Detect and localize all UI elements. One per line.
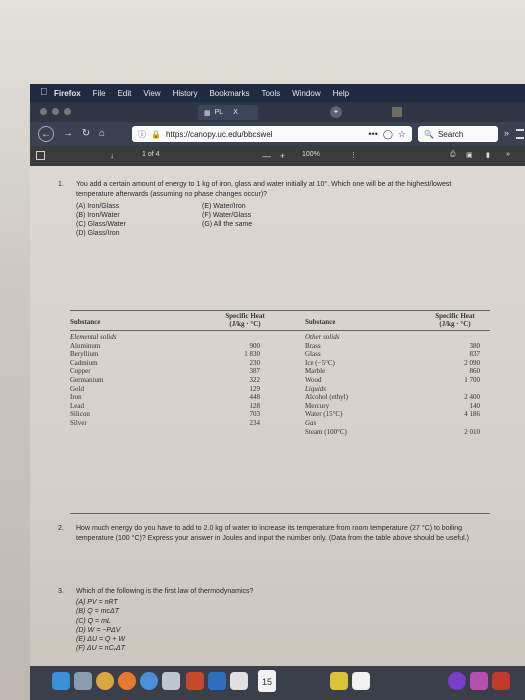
tab-title: PL	[214, 109, 224, 116]
bookmark-star-icon[interactable]: ☆	[397, 128, 406, 139]
tab-close-icon[interactable]: X	[233, 109, 238, 116]
section-gas: Gas	[305, 418, 317, 427]
calendar-icon[interactable]: 15	[258, 670, 276, 692]
specific-heat-value: 1 830	[244, 350, 260, 359]
option-c: (C) Glass/Water	[76, 221, 126, 228]
option-f: (F) Water/Glass	[202, 212, 252, 219]
substance-name: Silicon	[70, 410, 90, 419]
dock	[30, 666, 525, 700]
menu-file[interactable]: File	[92, 88, 106, 98]
specific-heat-value: 387	[249, 367, 260, 376]
question-3-number: 3.	[58, 588, 64, 595]
window-controls	[40, 108, 71, 115]
substance-name: Mercury	[305, 401, 330, 410]
screen	[30, 84, 525, 700]
question-2-number: 2.	[58, 525, 64, 532]
question-3-options	[76, 598, 125, 654]
notes-icon[interactable]	[330, 672, 348, 690]
url-text[interactable]: https://canopy.uc.edu/bbcswel	[165, 129, 273, 139]
menu-edit[interactable]: Edit	[117, 88, 132, 98]
contacts-icon[interactable]	[230, 672, 248, 690]
firefox-icon[interactable]	[118, 672, 136, 690]
substance-name: Marble	[305, 367, 326, 376]
left-header-heat: Specific Heat	[225, 312, 265, 320]
substance-name: Cadmium	[70, 358, 98, 367]
safari-icon[interactable]	[140, 672, 158, 690]
substance-name: Copper	[70, 367, 91, 376]
option-d: (D) Glass/Iron	[76, 230, 120, 237]
specific-heat-value: 1 700	[464, 375, 480, 384]
specific-heat-value: 2 090	[464, 358, 480, 367]
specific-heat-value: 448	[249, 393, 260, 402]
finder-icon[interactable]	[52, 672, 70, 690]
specific-heat-value: 2 400	[464, 393, 480, 402]
zoom-in-button[interactable]: +	[280, 151, 286, 161]
question-1-options-left	[76, 202, 126, 238]
outlook-icon[interactable]	[208, 672, 226, 690]
print-icon[interactable]: ⎙	[450, 151, 456, 158]
substance-name: Aluminum	[70, 341, 101, 350]
right-header-heat: Specific Heat	[435, 312, 475, 320]
substance-name: Glass	[305, 350, 321, 359]
menu-tools[interactable]: Tools	[261, 88, 281, 98]
specific-heat-value: 129	[249, 384, 260, 393]
option-a: (A) Iron/Glass	[76, 203, 120, 210]
specific-heat-value: 2 010	[464, 427, 480, 436]
nav-bar	[30, 122, 525, 146]
specific-heat-value: 234	[249, 418, 260, 427]
specific-heat-value: 4 186	[464, 410, 480, 419]
substance-name: Beryllium	[70, 350, 99, 359]
right-header-unit: (J/kg · °C)	[439, 320, 471, 328]
page-actions-icon[interactable]: •••	[368, 129, 378, 139]
lock-icon: 🔒	[151, 129, 161, 139]
tab-active[interactable]	[198, 105, 258, 120]
specific-heat-value: 128	[249, 401, 260, 410]
home-icon[interactable]: ⌂	[98, 128, 106, 139]
substance-name: Alcohol (ethyl)	[305, 393, 348, 402]
next-page-icon[interactable]: ↓	[110, 151, 114, 160]
left-value-column	[220, 333, 260, 428]
question-1	[58, 180, 488, 199]
specific-heat-value: 900	[249, 341, 260, 350]
minimize-window-button[interactable]	[52, 108, 59, 115]
overflow-chevron-icon[interactable]: »	[504, 128, 510, 138]
option-a: (A) PV = nRT	[76, 599, 118, 606]
table-header-rule	[70, 330, 490, 331]
left-header-unit: (J/kg · °C)	[229, 320, 261, 328]
page-indicator[interactable]: 1 of 4	[142, 151, 160, 158]
substance-name: Ice (−5°C)	[305, 358, 335, 367]
right-value-column	[440, 333, 480, 436]
mail-icon[interactable]	[162, 672, 180, 690]
question-1-options-right	[202, 202, 252, 229]
specific-heat-value: 703	[249, 410, 260, 419]
menu-app-name[interactable]: Firefox	[54, 88, 81, 98]
substance-name: Steam (100°C)	[305, 427, 347, 436]
menu-window[interactable]: Window	[292, 88, 321, 98]
option-e: (E) ΔU = Q + W	[76, 636, 126, 644]
pdf-page	[30, 166, 525, 666]
substance-name: Gold	[70, 384, 84, 393]
pdf-toolbar	[30, 146, 525, 166]
extension-icon[interactable]	[392, 107, 402, 117]
download-icon[interactable]: ▣	[466, 152, 473, 159]
forward-icon[interactable]: →	[63, 128, 73, 139]
menu-bookmarks[interactable]: Bookmarks	[209, 88, 250, 98]
right-header-substance: Substance	[305, 318, 336, 326]
option-f: (F) ΔU = nCᵥΔT	[76, 645, 126, 653]
specific-heat-value: 322	[249, 375, 260, 384]
question-3-text: Which of the following is the first law of thermodynamics?	[76, 588, 254, 595]
new-tab-icon[interactable]: +	[330, 106, 342, 118]
left-substance-column	[70, 333, 170, 428]
section-elemental-solids: Elemental solids	[70, 333, 117, 341]
substance-name: Iron	[70, 393, 82, 402]
right-substance-column	[305, 333, 415, 436]
menu-view[interactable]: View	[143, 88, 161, 98]
substance-name: Germanium	[70, 375, 104, 384]
question-1-number: 1.	[58, 181, 64, 188]
option-g: (G) All the same	[202, 221, 253, 228]
back-icon[interactable]: ←	[38, 126, 54, 142]
zoom-out-button[interactable]: —	[262, 151, 271, 161]
substance-name: Silver	[70, 418, 87, 427]
question-2-text: How much energy do you have to add to 2.0 kg of water to increase its temperature from room temperature (27 °C) to boiling temperature (100 °C)? Express your answer in Joules and input the number only. (Data from the table above should be useful.)	[76, 525, 469, 542]
menu-help[interactable]: Help	[332, 88, 350, 98]
option-b: (B) Q = mcΔT	[76, 608, 120, 616]
specific-heat-value: 140	[469, 401, 480, 410]
search-placeholder: Search	[437, 129, 464, 139]
bookmark-icon[interactable]: ▮	[486, 152, 490, 159]
substance-name: Wood	[305, 375, 322, 384]
reload-icon[interactable]: ↻	[81, 128, 91, 139]
option-c: (C) Q = mL	[76, 617, 111, 625]
substance-name: Lead	[70, 401, 84, 410]
question-1-text: You add a certain amount of energy to 1 kg of iron, glass and water initially at 10°. Which one will be at the highest/lowest temperature afterwards (assuming no phase changes occur)?	[76, 181, 452, 198]
reminders-icon[interactable]	[352, 672, 370, 690]
menu-bar	[30, 84, 525, 102]
section-liquids: Liquids	[305, 384, 327, 393]
tab-bar	[30, 102, 525, 122]
table-bottom-rule	[70, 513, 490, 514]
star-app-icon[interactable]	[470, 672, 488, 690]
chrome-icon[interactable]	[96, 672, 114, 690]
option-d: (D) W = −PΔV	[76, 626, 121, 634]
itunes-icon[interactable]	[448, 672, 466, 690]
table-top-rule	[70, 310, 490, 311]
zoom-window-button[interactable]	[64, 108, 71, 115]
option-b: (B) Iron/Water	[76, 212, 120, 219]
hamburger-menu-icon[interactable]	[516, 129, 524, 139]
search-icon: 🔍	[424, 129, 434, 139]
close-window-button[interactable]	[40, 108, 47, 115]
question-3	[58, 587, 498, 597]
pocket-icon[interactable]: ◯	[382, 128, 393, 139]
apple-icon[interactable]	[40, 87, 48, 98]
launchpad-icon[interactable]	[74, 672, 92, 690]
sidebar-toggle-icon[interactable]	[36, 151, 45, 160]
app-icon[interactable]	[186, 672, 204, 690]
info-icon[interactable]: ⓘ	[138, 129, 146, 139]
question-2	[58, 524, 498, 543]
left-header-substance: Substance	[70, 318, 101, 326]
search-box[interactable]	[418, 126, 498, 142]
specific-heat-value: 380	[469, 341, 480, 350]
more-tools-icon[interactable]: »	[506, 151, 510, 158]
substance-name: Brass	[305, 341, 321, 350]
substance-name: Water (15°C)	[305, 410, 343, 419]
menu-history[interactable]: History	[172, 88, 198, 98]
url-bar[interactable]	[132, 126, 412, 142]
specific-heat-value: 860	[469, 367, 480, 376]
acrobat-icon[interactable]	[492, 672, 510, 690]
specific-heat-value: 230	[249, 358, 260, 367]
tools-dropdown-icon[interactable]: ⋮	[350, 152, 357, 159]
specific-heat-value: 837	[469, 350, 480, 359]
section-other-solids: Other solids	[305, 333, 340, 341]
tab-favicon-icon: ▦	[204, 109, 211, 117]
zoom-level[interactable]: 100%	[302, 151, 320, 158]
option-e: (E) Water/Iron	[202, 203, 246, 210]
